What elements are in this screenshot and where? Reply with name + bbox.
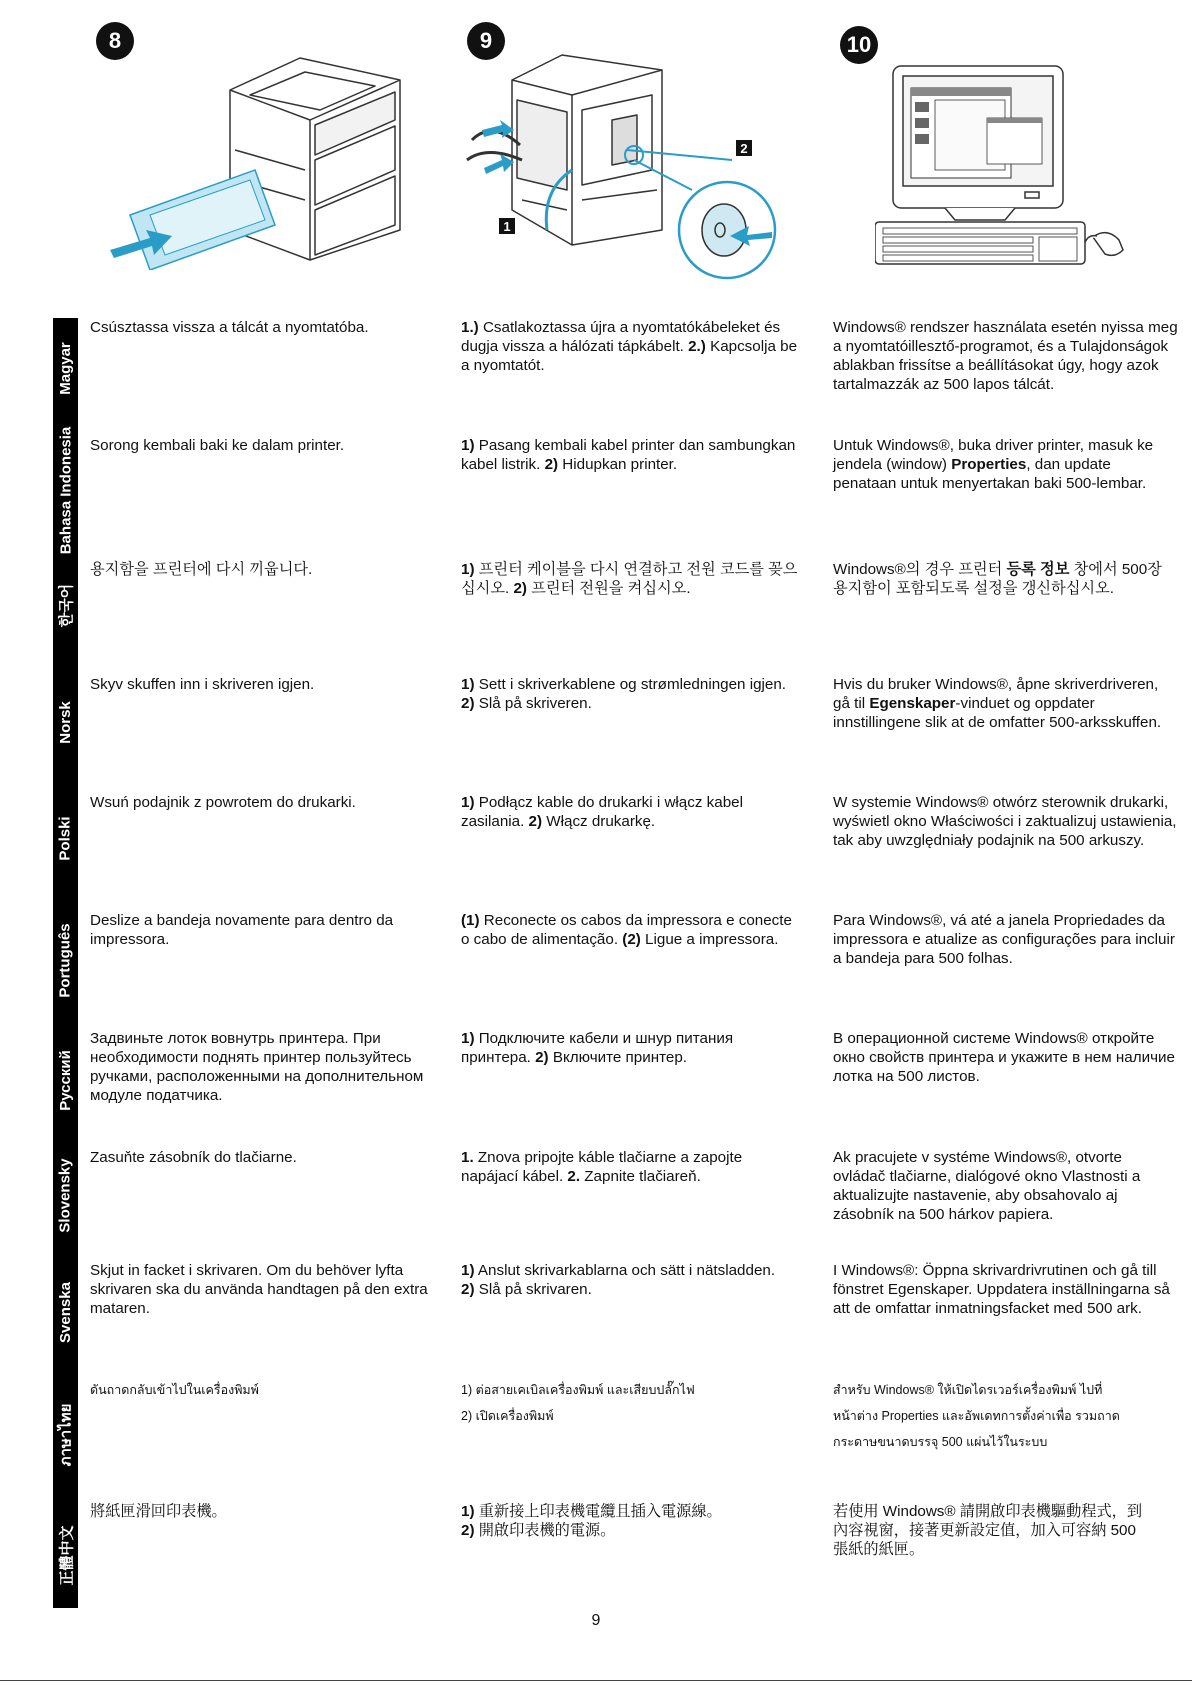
bottom-divider <box>0 1680 1192 1681</box>
language-label-svenska: Svenska <box>57 1281 75 1343</box>
instruction-step-9: 1) ต่อสายเคเบิลเครื่องพิมพ์ และเสียบปลั๊กไฟ 2) เปิดเครื่องพิมพ์ <box>461 1383 695 1423</box>
instruction-step-9: 1. Znova pripojte káble tlačiarne a zapojte napájací kábel. 2. Zapnite tlačiareň. <box>461 1149 743 1185</box>
instruction-step-10: 若使用 Windows® 請開啟印表機驅動程式，到內容視窗，接著更新設定值，加入可容納 500 張紙的紙匣。 <box>833 1503 1143 1558</box>
instruction-step-8: Wsuń podajnik z powrotem do drukarki. <box>90 794 356 811</box>
instruction-step-8: ดันถาดกลับเข้าไปในเครื่องพิมพ์ <box>90 1383 259 1397</box>
instruction-step-9: 1) 프린터 케이블을 다시 연결하고 전원 코드를 꽂으십시오. 2) 프린터 전원을 켜십시오. <box>461 561 798 597</box>
instruction-step-9: 1) 重新接上印表機電纜且插入電源線。 2) 開啟印表機的電源。 <box>461 1503 722 1539</box>
language-label-russian: Русский <box>57 1049 75 1111</box>
instruction-step-8: Sorong kembali baki ke dalam printer. <box>90 437 345 454</box>
printer-tray-illustration <box>110 50 410 270</box>
instruction-step-10: Para Windows®, vá até a janela Propriedades da impressora e atualize as configurações para incluir a bandeja para 500 folhas. <box>833 912 1175 967</box>
instruction-step-8: Skyv skuffen inn i skriveren igjen. <box>90 676 315 693</box>
step-number-9: 9 <box>467 22 505 60</box>
instruction-step-8: Deslize a bandeja novamente para dentro da impressora. <box>90 912 394 948</box>
instruction-step-8: Zasuňte zásobník do tlačiarne. <box>90 1149 297 1166</box>
language-label-portugues: Português <box>57 922 74 998</box>
language-label-magyar: Magyar <box>57 341 74 395</box>
instruction-step-8: Csúsztassa vissza a tálcát a nyomtatóba. <box>90 319 369 336</box>
instruction-step-10: Ak pracujete v systéme Windows®, otvorte ovládač tlačiarne, dialógové okno Vlastnosti a aktualizujte nastavenie, aby obsahovalo aj zásobník na 500 hárkov papiera. <box>833 1149 1141 1223</box>
printer-cables-illustration <box>462 50 782 280</box>
instruction-step-9: 1) Anslut skrivarkablarna och sätt i nätsladden. 2) Slå på skrivaren. <box>461 1262 776 1298</box>
instruction-step-10: Windows®의 경우 프린터 등록 정보 창에서 500장 용지함이 포함되도록 설정을 갱신하십시오. <box>833 561 1162 597</box>
instruction-step-9: 1) Sett i skriverkablene og strømledningen igjen. 2) Slå på skriveren. <box>461 676 787 712</box>
language-label-polski: Polski <box>57 815 74 861</box>
instruction-step-10: Untuk Windows®, buka driver printer, masuk ke jendela (window) Properties, dan update penataan untuk menyertakan baki 500-lembar. <box>833 437 1154 492</box>
step-number-8: 8 <box>96 22 134 60</box>
language-label-bahasa-indonesia: Bahasa Indonesia <box>57 426 75 554</box>
instruction-step-9: 1.) Csatlakoztassa újra a nyomtatókábeleket és dugja vissza a hálózati tápkábelt. 2.) Kapcsolja be a nyomtatót. <box>461 319 798 374</box>
instruction-step-9: 1) Pasang kembali kabel printer dan sambungkan kabel listrik. 2) Hidupkan printer. <box>461 437 796 473</box>
instruction-step-9: 1) Podłącz kable do drukarki i włącz kabel zasilania. 2) Włącz drukarkę. <box>461 794 743 830</box>
language-label-traditional-chinese: 正體中文 <box>58 1524 76 1586</box>
instruction-step-8: 將紙匣滑回印表機。 <box>90 1503 227 1520</box>
language-label-korean: 한국어 <box>58 583 76 627</box>
instruction-step-9: 1) Подключите кабели и шнур питания принтера. 2) Включите принтер. <box>461 1030 734 1066</box>
computer-dialog-illustration <box>875 62 1135 277</box>
instruction-step-8: Skjut in facket i skrivaren. Om du behöver lyfta skrivaren ska du använda handtagen på den extra mataren. <box>90 1262 428 1317</box>
instruction-step-8: Задвиньте лоток вовнутрь принтера. При необходимости поднять принтер пользуйтесь ручками, расположенными на дополнительном модуле податчика. <box>90 1030 424 1104</box>
language-label-slovensky: Slovensky <box>57 1157 74 1233</box>
instruction-step-10: สำหรับ Windows® ให้เปิดไดรเวอร์เครื่องพิมพ์ ไปที่หน้าต่าง Properties และอัพเดทการตั้งค่าเพื่อ รวมถาดกระดาษขนาดบรรจุ 500 แผ่นไว้ในระบบ <box>833 1383 1120 1449</box>
page-number: 9 <box>591 1612 601 1629</box>
instruction-step-10: В операционной системе Windows® откройте окно свойств принтера и укажите в нем наличие лотка на 500 листов. <box>833 1030 1175 1085</box>
instruction-step-10: Windows® rendszer használata esetén nyissa meg a nyomtatóillesztő-programot, és a Tulajdonságok ablakban frissítse a beállításokat úgy, hogy azok tartalmazzák az 500 lapos tálcát. <box>833 319 1178 393</box>
instruction-step-10: Hvis du bruker Windows®, åpne skriverdriveren, gå til Egenskaper-vinduet og oppdater innstillingene slik at de omfatter 500-arksskuffen. <box>833 676 1162 731</box>
language-label-norsk: Norsk <box>57 700 74 744</box>
step-number-10: 10 <box>840 26 878 64</box>
callout-1: 1 <box>503 219 511 234</box>
instruction-step-10: W systemie Windows® otwórz sterownik drukarki, wyświetl okno Właściwości i zaktualizuj ustawienia, tak aby uwzględniały podajnik na 500 arkuszy. <box>833 794 1177 849</box>
callout-2: 2 <box>740 141 748 156</box>
instruction-step-10: I Windows®: Öppna skrivardrivrutinen och gå till fönstret Egenskaper. Uppdatera inställningarna så att de omfattar inmatningsfacket med 500 ark. <box>833 1262 1170 1317</box>
instruction-step-9: (1) Reconecte os cabos da impressora e conecte o cabo de alimentação. (2) Ligue a impressora. <box>461 912 792 948</box>
language-label-thai: ภาษาไทย <box>57 1403 75 1467</box>
instruction-step-8: 용지함을 프린터에 다시 끼웁니다. <box>90 561 313 578</box>
